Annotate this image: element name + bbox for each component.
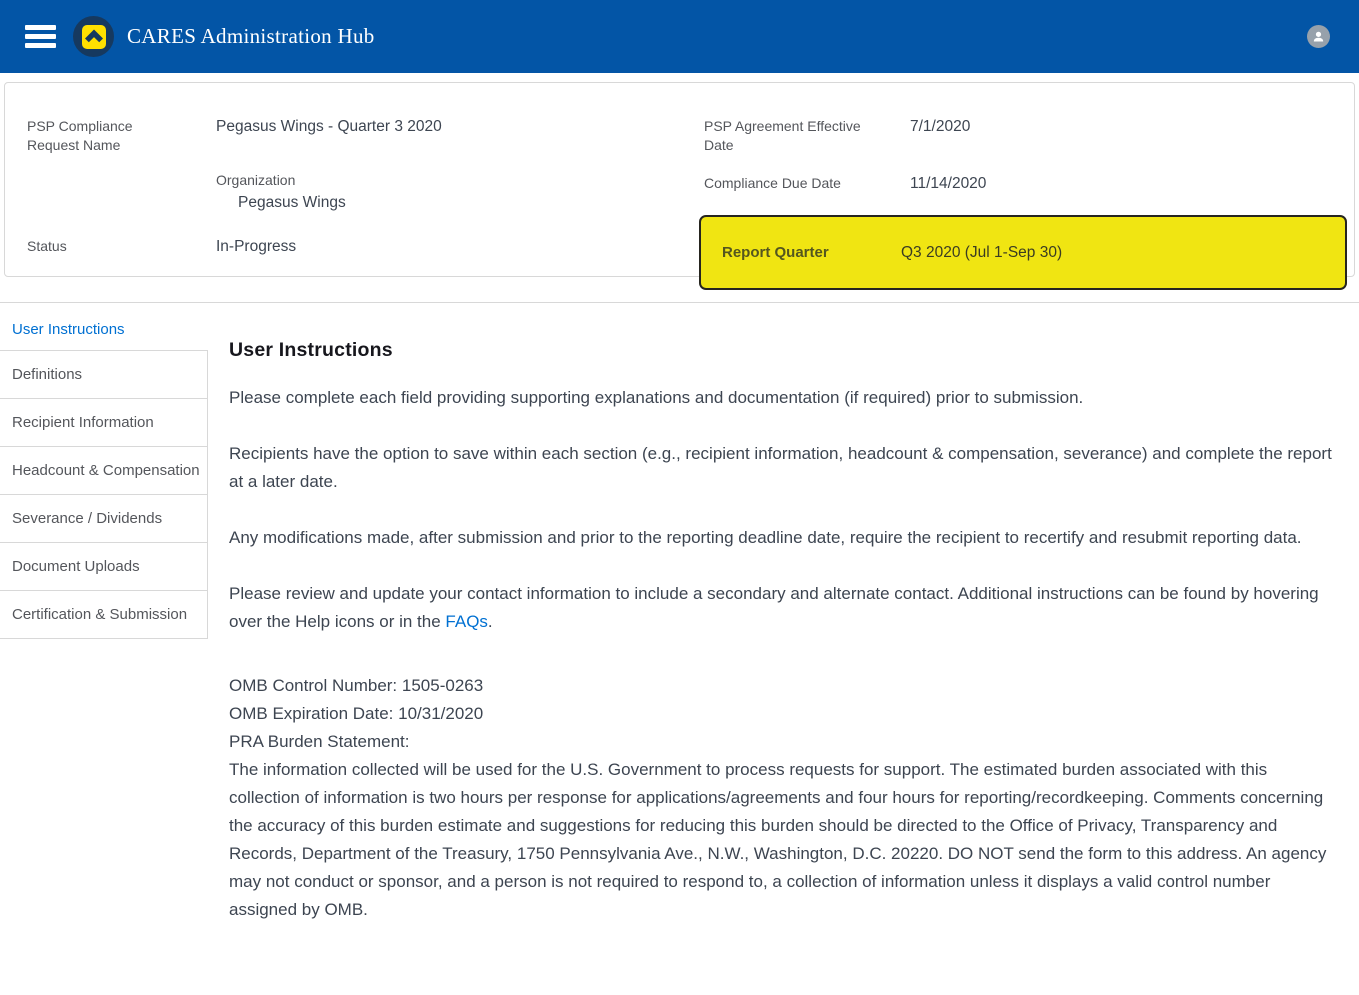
organization-field	[216, 171, 699, 212]
omb-control-number: OMB Control Number: 1505-0263	[229, 676, 484, 695]
request-name-value: Pegasus Wings - Quarter 3 2020	[216, 118, 442, 135]
tab-severance-dividends[interactable]: Severance / Dividends	[0, 494, 207, 542]
omb-statement-block	[229, 672, 1342, 924]
content-area	[0, 303, 1359, 924]
contact-paragraph	[229, 580, 1342, 636]
report-quarter-value: Q3 2020 (Jul 1-Sep 30)	[901, 243, 1063, 261]
faqs-link[interactable]: FAQs	[445, 612, 488, 631]
pra-burden-statement: The information collected will be used for the U.S. Government to process requests for support. The estimated burden associated with this collection of information is two hours per response for applications/agreements and four hours for reporting/recordkeeping. Comments concerning the accuracy of this burden estimate and suggestions for reducing this burden should be directed to the Office of Privacy, Transparency and Records, Department of the Treasury, 1750 Pennsylvania Ave., N.W., Washington, D.C. 20220. DO NOT send the form to this address. An agency may not conduct or sponsor, and a person is not required to respond to, a collection of information unless it displays a valid control number assigned by OMB.	[229, 760, 1327, 919]
organization-label: Organization	[216, 172, 296, 188]
omb-expiration-date: OMB Expiration Date: 10/31/2020	[229, 704, 484, 723]
effective-date-label: PSP Agreement Effective Date	[704, 118, 861, 153]
user-icon	[1311, 29, 1326, 44]
status-field	[5, 237, 699, 256]
section-tab-rail	[0, 303, 208, 639]
instruction-paragraph: Please complete each field providing supporting explanations and documentation (if required) prior to submission.	[229, 388, 1084, 407]
effective-date-value: 7/1/2020	[910, 118, 971, 135]
status-value: In-Progress	[216, 238, 297, 255]
user-avatar-button[interactable]	[1307, 25, 1330, 48]
app-title: CARES Administration Hub	[127, 24, 375, 48]
organization-value: Pegasus Wings	[238, 194, 346, 211]
app-header	[0, 0, 1359, 73]
effective-date-field	[699, 117, 1354, 155]
report-quarter-highlight	[699, 215, 1347, 290]
contact-paragraph-text: .	[487, 612, 493, 631]
instructions-panel	[208, 303, 1359, 924]
pra-burden-label: PRA Burden Statement:	[229, 732, 410, 751]
tab-headcount-compensation[interactable]: Headcount & Compensation	[0, 446, 207, 494]
due-date-field	[699, 174, 1354, 193]
instruction-paragraph: Recipients have the option to save within each section (e.g., recipient information, headcount & compensation, severance) and complete the report at a later date.	[229, 444, 1332, 491]
tab-user-instructions[interactable]: User Instructions	[12, 321, 125, 338]
due-date-label: Compliance Due Date	[704, 175, 841, 191]
tab-definitions[interactable]: Definitions	[0, 350, 207, 398]
request-name-label: PSP Compliance Request Name	[27, 118, 133, 153]
status-label: Status	[27, 238, 67, 254]
tab-certification-submission[interactable]: Certification & Submission	[0, 590, 207, 638]
page-title: User Instructions	[229, 339, 393, 361]
due-date-value: 11/14/2020	[910, 175, 987, 192]
tab-document-uploads[interactable]: Document Uploads	[0, 542, 207, 590]
contact-paragraph-text: Please review and update your contact information to include a secondary and alternate contact. Additional instructions can be found by hovering over the Help icons or in the	[229, 584, 1319, 631]
app-logo-icon	[73, 16, 114, 57]
compliance-info-panel	[4, 82, 1355, 277]
request-name-field	[5, 117, 699, 155]
report-quarter-label: Report Quarter	[722, 244, 829, 261]
menu-icon[interactable]	[25, 25, 56, 48]
tab-recipient-information[interactable]: Recipient Information	[0, 398, 207, 446]
instruction-paragraph: Any modifications made, after submission and prior to the reporting deadline date, require the recipient to recertify and resubmit reporting data.	[229, 528, 1302, 547]
